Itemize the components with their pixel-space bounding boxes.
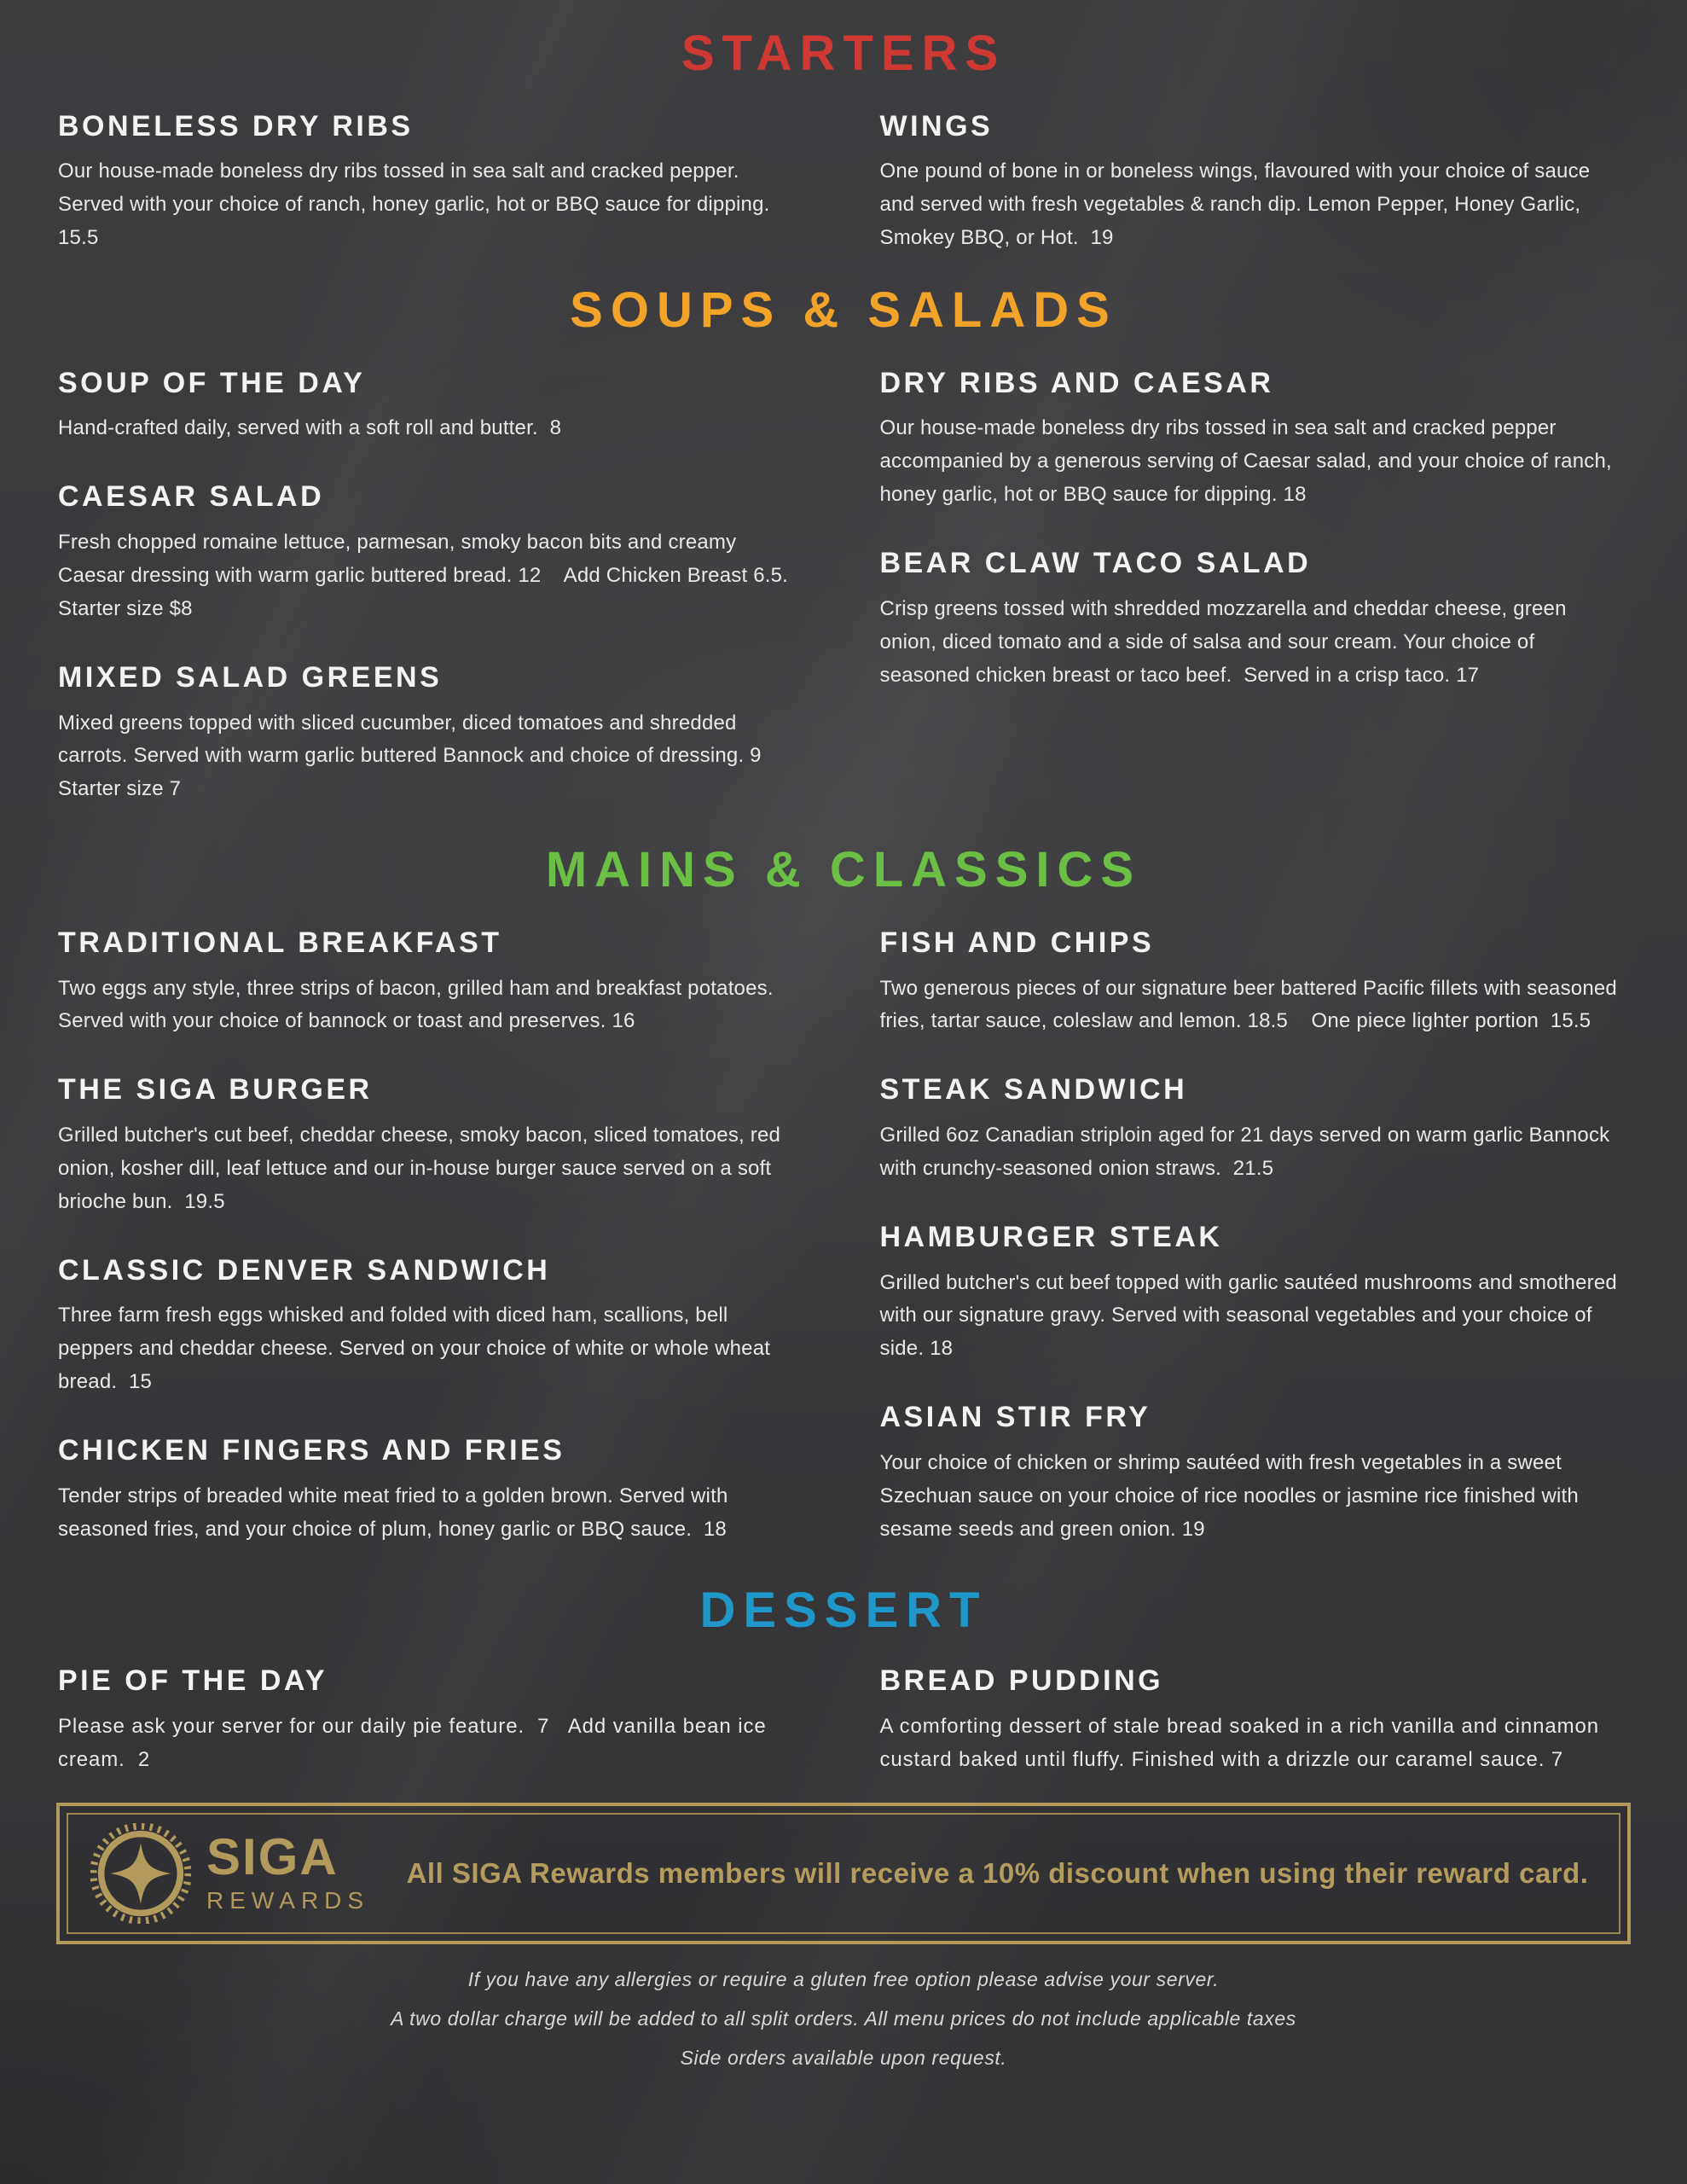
item-description: Fresh chopped romaine lettuce, parmesan, smoky bacon bits and creamy Caesar dressing with warm garlic buttered bread. 12 Add Chicken Breast 6.5. Starter size $8 xyxy=(58,531,794,620)
brand-subtitle: REWARDS xyxy=(206,1887,370,1914)
item-description: Grilled butcher's cut beef, cheddar cheese, smoky bacon, sliced tomatoes, red onion, kosher dill, leaf lettuce and our in-house burger sauce served on a soft brioche bun. 19.5 xyxy=(58,1124,786,1213)
menu-item-bread-pudding xyxy=(880,1664,1630,1777)
footer-notes xyxy=(0,1968,1687,2070)
allergy-note: If you have any allergies or require a gluten free option please advise your server. xyxy=(467,1967,1220,1990)
menu-item-caesar-salad xyxy=(58,479,808,625)
section-title-dessert: DESSERT xyxy=(699,1582,988,1638)
siga-rewards-banner xyxy=(56,1803,1631,1944)
menu-item-classic-denver-sandwich xyxy=(58,1253,808,1399)
dessert-section xyxy=(0,1664,1687,1777)
item-description: Grilled butcher's cut beef topped with garlic sautéed mushrooms and smothered with our signature gravy. Served with seasonal vegetables and your choice of side. 18 xyxy=(879,1270,1623,1361)
item-description: Two eggs any style, three strips of bacon, grilled ham and breakfast potatoes. Served with your choice of bannock or toast and preserves. 16 xyxy=(58,976,780,1033)
soups-salads-section xyxy=(0,366,1687,807)
dessert-left-column xyxy=(58,1664,808,1777)
item-description: Our house-made boneless dry ribs tossed in sea salt and cracked pepper. Served with your choice of ranch, honey garlic, hot or BBQ sauce for dipping. 15.5 xyxy=(58,160,776,250)
menu-item-dry-ribs-and-caesar xyxy=(880,366,1630,512)
mains-left-column xyxy=(58,926,808,1547)
section-title-mains-classics: MAINS & CLASSICS xyxy=(545,842,1142,898)
item-name: FISH AND CHIPS xyxy=(879,926,1155,959)
starters-section xyxy=(0,109,1687,255)
menu-item-the-siga-burger xyxy=(58,1072,808,1218)
menu-item-fish-and-chips xyxy=(880,926,1630,1039)
item-name: HAMBURGER STEAK xyxy=(879,1220,1223,1253)
siga-rewards-wordmark xyxy=(206,1828,370,1915)
side-orders-note: Side orders available upon request. xyxy=(680,2046,1007,2069)
siga-rewards-logo xyxy=(90,1823,369,1924)
item-description: A comforting dessert of stale bread soaked in a rich vanilla and cinnamon custard baked until fluffy. Finished with a drizzle our caramel sauce. 7 xyxy=(879,1715,1606,1771)
item-name: CHICKEN FINGERS AND FRIES xyxy=(58,1434,565,1467)
item-name: MIXED SALAD GREENS xyxy=(58,660,443,694)
menu-item-soup-of-the-day xyxy=(58,366,808,446)
item-description: Two generous pieces of our signature beer battered Pacific fillets with seasoned fries, tartar sauce, coleslaw and lemon. 18.5 One piece lighter portion 15.5 xyxy=(879,976,1623,1033)
dessert-right-column xyxy=(880,1664,1630,1777)
soups-left-column xyxy=(58,366,808,807)
mains-right-column xyxy=(880,926,1630,1547)
soups-right-column xyxy=(880,366,1630,693)
item-name: CAESAR SALAD xyxy=(58,480,325,514)
menu-item-traditional-breakfast xyxy=(58,926,808,1039)
item-description: Please ask your server for our daily pie feature. 7 Add vanilla bean ice cream. 2 xyxy=(58,1715,774,1771)
menu-item-mixed-salad-greens xyxy=(58,660,808,806)
item-name: BONELESS DRY RIBS xyxy=(58,109,414,142)
item-description: Your choice of chicken or shrimp sautéed with fresh vegetables in a sweet Szechuan sauce on your choice of rice noodles or jasmine rice finished with sesame seeds and green onion. 19 xyxy=(879,1451,1585,1541)
item-name: TRADITIONAL BREAKFAST xyxy=(58,926,502,959)
item-name: PIE OF THE DAY xyxy=(58,1664,328,1698)
brand-name: SIGA xyxy=(206,1828,339,1885)
item-name: STEAK SANDWICH xyxy=(879,1073,1188,1107)
item-description: Hand-crafted daily, served with a soft roll and butter. 8 xyxy=(58,416,562,440)
menu-item-bear-claw-taco-salad xyxy=(880,546,1630,692)
menu-item-asian-stir-fry xyxy=(880,1400,1630,1546)
item-description: One pound of bone in or boneless wings, flavoured with your choice of sauce and served with fresh vegetables & ranch dip. Lemon Pepper, Honey Garlic, Smokey BBQ, or Hot. 19 xyxy=(879,160,1597,250)
item-description: Grilled 6oz Canadian striploin aged for 21 days served on warm garlic Bannock with crunchy-seasoned onion straws. 21.5 xyxy=(879,1124,1616,1180)
item-description: Mixed greens topped with sliced cucumber, diced tomatoes and shredded carrots. Served with warm garlic buttered Bannock and choice of dressing. 9 Starter size 7 xyxy=(58,711,774,801)
menu-item-wings xyxy=(880,109,1630,255)
split-order-note: A two dollar charge will be added to all split orders. All menu prices do not include applicable taxes xyxy=(391,2007,1296,2030)
item-name: CLASSIC DENVER SANDWICH xyxy=(58,1253,551,1287)
section-title-starters: STARTERS xyxy=(681,26,1006,81)
item-name: THE SIGA BURGER xyxy=(58,1073,373,1107)
starters-left-column xyxy=(58,109,808,255)
item-description: Tender strips of breaded white meat fried to a golden brown. Served with seasoned fries, and your choice of plum, honey garlic or BBQ sauce. 18 xyxy=(58,1484,734,1541)
item-name: SOUP OF THE DAY xyxy=(58,366,366,399)
menu-item-pie-of-the-day xyxy=(58,1664,808,1777)
item-description: Crisp greens tossed with shredded mozzarella and cheddar cheese, green onion, diced tomato and a side of salsa and sour cream. Your choice of seasoned chicken breast or taco beef. Served in a crisp taco. 17 xyxy=(879,596,1573,687)
menu-item-steak-sandwich xyxy=(880,1072,1630,1186)
item-description: Our house-made boneless dry ribs tossed in sea salt and cracked pepper accompanied by a generous serving of Caesar salad, and your choice of ranch, honey garlic, hot or BBQ sauce for dipping. 18 xyxy=(879,416,1618,507)
starters-right-column xyxy=(880,109,1630,255)
item-description: Three farm fresh eggs whisked and folded with diced ham, scallions, bell peppers and cheddar cheese. Served on your choice of white or whole wheat bread. 15 xyxy=(58,1304,776,1394)
section-title-soups-salads: SOUPS & SALADS xyxy=(570,282,1117,339)
item-name: BREAD PUDDING xyxy=(879,1664,1164,1698)
item-name: DRY RIBS AND CAESAR xyxy=(879,366,1274,399)
item-name: BEAR CLAW TACO SALAD xyxy=(879,547,1312,580)
menu-item-chicken-fingers-and-fries xyxy=(58,1433,808,1547)
mains-classics-section xyxy=(0,926,1687,1547)
sunburst-icon xyxy=(90,1823,191,1924)
item-name: ASIAN STIR FRY xyxy=(879,1401,1151,1434)
menu-item-hamburger-steak xyxy=(880,1220,1630,1366)
item-name: WINGS xyxy=(879,109,994,142)
menu-item-boneless-dry-ribs xyxy=(58,109,808,255)
rewards-message: All SIGA Rewards members will receive a 10% discount when using their reward card. xyxy=(406,1857,1589,1890)
